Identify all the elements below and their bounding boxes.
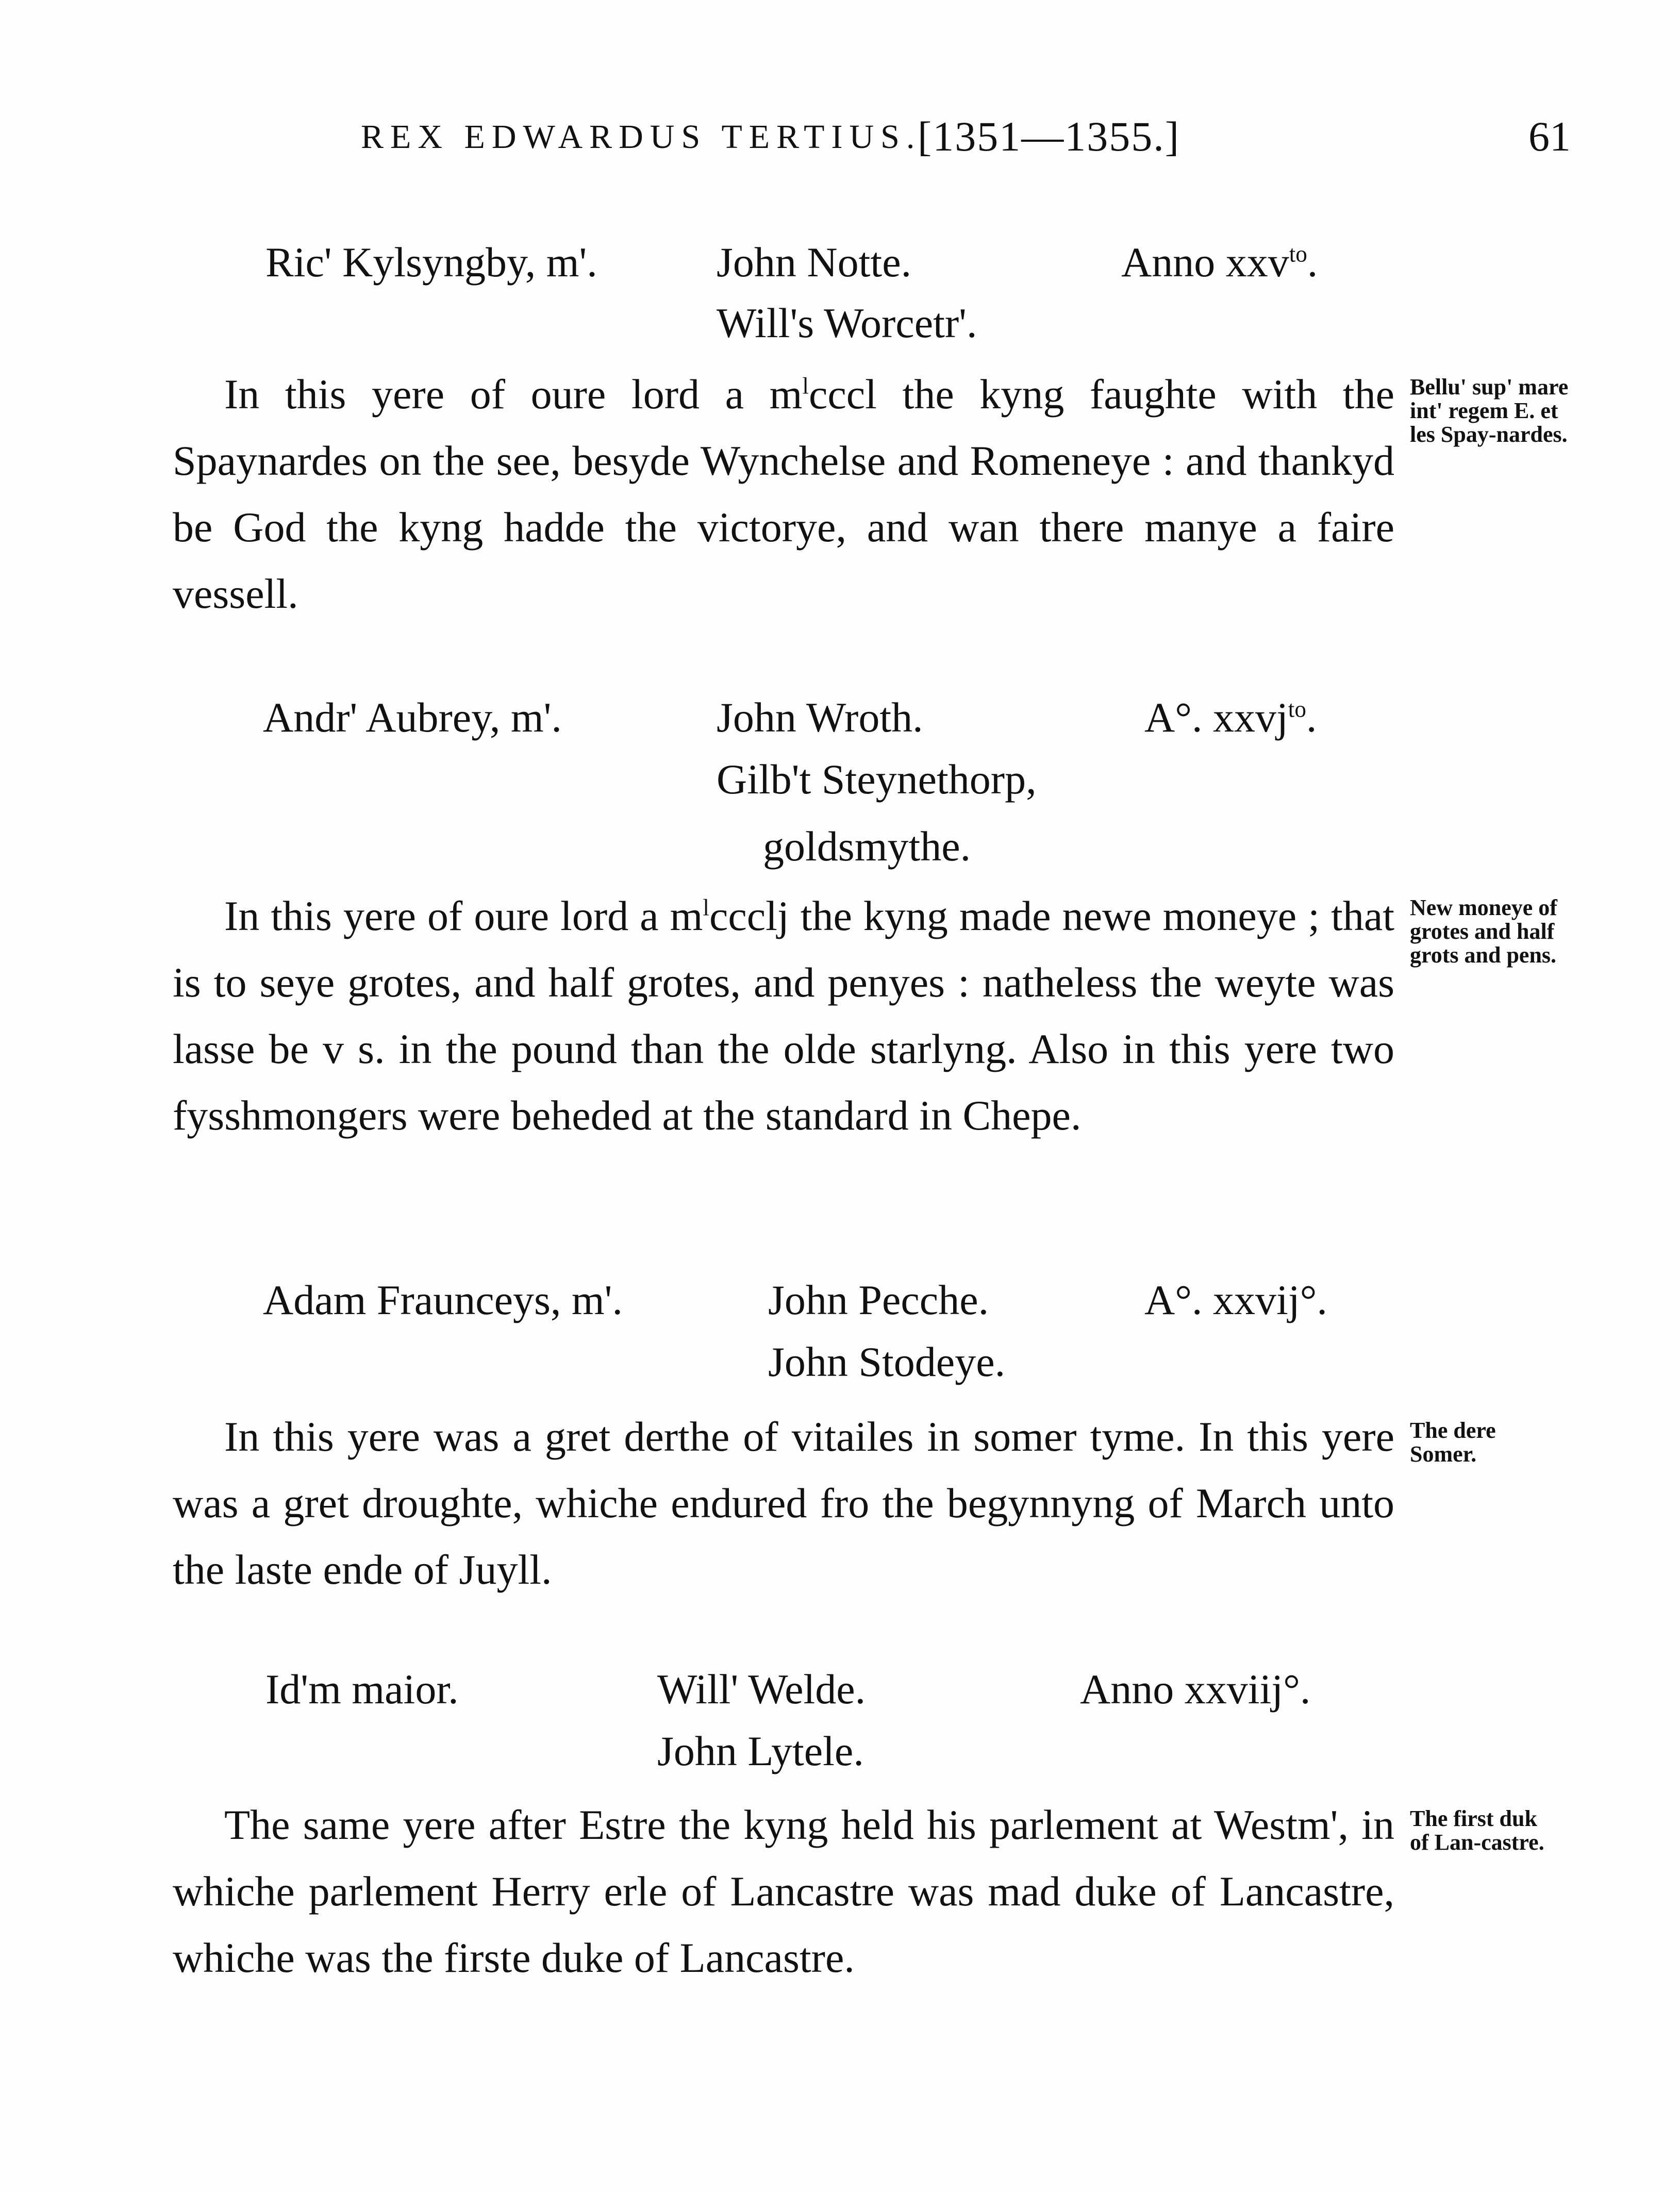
- sheriff-name: John Lytele.: [657, 1728, 864, 1774]
- margin-note: The dere Somer.: [1410, 1418, 1496, 1467]
- regnal-year: A°. xxvj$^{to}$.: [1144, 694, 1317, 741]
- annal-paragraph: In this yere was a gret derthe of vitailes in somer tyme. In this yere was a gret droughte, whiche endured fro the begynnyng of March unto the laste ende of Juyll.: [173, 1413, 1394, 1593]
- regnal-year: Anno xxv$^{to}$.: [1121, 239, 1318, 286]
- sheriff-occupation: goldsmythe.: [763, 823, 971, 870]
- mayor-name: Ric' Kylsyngby, m'.: [265, 239, 597, 286]
- sheriff-name: John Notte.: [717, 239, 912, 286]
- annal-paragraph: In this yere of oure lord a $m^lcccl$ the kyng faughte with the Spaynardes on the see, besyde Wynchelse and Romeneye : and thankyd be God the kyng hadde the victorye, and wan there manye a faire vessell.: [173, 371, 1394, 617]
- mayor-name: Andr' Aubrey, m'.: [263, 694, 562, 741]
- regnal-year: A°. xxvij°.: [1144, 1276, 1327, 1323]
- margin-note: The first duk of Lan-castre.: [1410, 1806, 1544, 1855]
- page-number: 61: [1528, 113, 1571, 160]
- running-title: REX EDWARDUS TERTIUS.: [361, 118, 922, 156]
- sheriff-name: Gilb't Steynethorp,: [717, 756, 1037, 803]
- sheriff-name: John Wroth.: [717, 694, 923, 741]
- regnal-year: Anno xxviij°.: [1080, 1666, 1311, 1713]
- sheriff-name: Will's Worcetr'.: [717, 300, 977, 346]
- sheriff-name: John Pecche.: [768, 1276, 989, 1323]
- annal-paragraph: In this yere of oure lord a $m^lccclj$ the kyng made newe moneye ; that is to seye grotes, and half grotes, and penyes : natheless the weyte was lasse be v s. in the pound than the olde starlyng. Also in this yere two fysshmongers were beheded at the standard in Chepe.: [173, 892, 1395, 1139]
- margin-note: Bellu' sup' mare int' regem E. et les Spay-nardes.: [1410, 374, 1569, 447]
- mayor-name: Id'm maior.: [265, 1666, 459, 1713]
- sheriff-name: Will' Welde.: [657, 1666, 866, 1713]
- year-range: [1351—1355.]: [918, 113, 1180, 160]
- mayor-name: Adam Fraunceys, m'.: [263, 1276, 623, 1323]
- margin-note: New moneye of grotes and half grots and pens.: [1410, 895, 1557, 968]
- annal-paragraph: The same yere after Estre the kyng held his parlement at Westm', in whiche parlement Herry erle of Lancastre was mad duke of Lancastre, whiche was the firste duke of Lancastre.: [173, 1801, 1394, 1981]
- sheriff-name: John Stodeye.: [768, 1338, 1006, 1385]
